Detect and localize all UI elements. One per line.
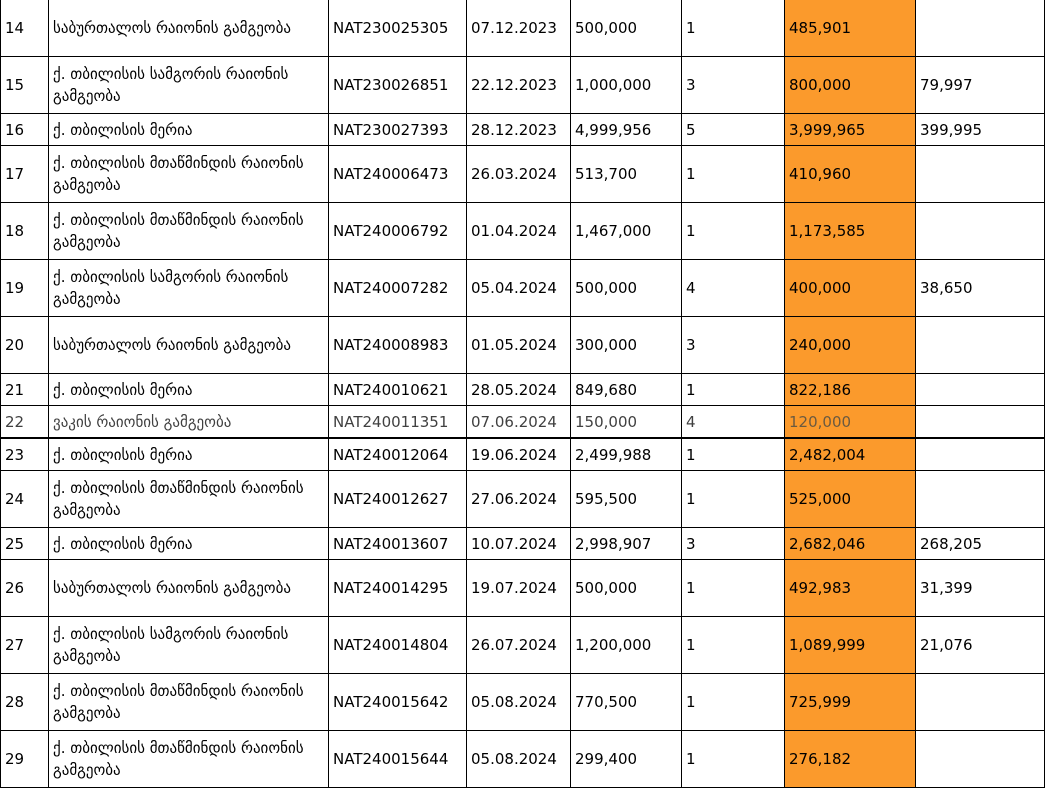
row-number-cell: 20 (1, 317, 49, 374)
row-number-cell: 15 (1, 57, 49, 114)
difference-cell (916, 146, 1045, 203)
difference-cell: 399,995 (916, 114, 1045, 146)
contract-price-cell: 2,482,004 (785, 438, 916, 471)
estimated-amount-cell: 849,680 (571, 374, 682, 406)
tender-code-cell: NAT240012064 (329, 438, 467, 471)
difference-cell: 31,399 (916, 560, 1045, 617)
table-row (1, 471, 1045, 528)
tender-code-cell: NAT230025305 (329, 0, 467, 57)
row-number-cell: 25 (1, 528, 49, 560)
estimated-amount-cell: 4,999,956 (571, 114, 682, 146)
contract-price-cell: 1,089,999 (785, 617, 916, 674)
date-cell: 01.05.2024 (467, 317, 571, 374)
estimated-amount-cell: 150,000 (571, 406, 682, 439)
bidder-count-cell: 4 (682, 406, 785, 439)
row-number-cell: 26 (1, 560, 49, 617)
table-row (1, 317, 1045, 374)
bidder-count-cell: 1 (682, 731, 785, 788)
organization-name-cell: საბურთალოს რაიონის გამგეობა (49, 0, 329, 57)
difference-cell: 38,650 (916, 260, 1045, 317)
table-row (1, 0, 1045, 57)
table-row (1, 560, 1045, 617)
bidder-count-cell: 1 (682, 438, 785, 471)
estimated-amount-cell: 500,000 (571, 260, 682, 317)
bidder-count-cell: 3 (682, 528, 785, 560)
date-cell: 22.12.2023 (467, 57, 571, 114)
tender-code-cell: NAT240011351 (329, 406, 467, 439)
tender-code-cell: NAT240007282 (329, 260, 467, 317)
row-number-cell: 24 (1, 471, 49, 528)
contract-price-cell: 1,173,585 (785, 203, 916, 260)
table-row (1, 203, 1045, 260)
date-cell: 05.08.2024 (467, 674, 571, 731)
organization-name-cell: ქ. თბილისის სამგორის რაიონის გამგეობა (49, 617, 329, 674)
organization-name-cell: ვაკის რაიონის გამგეობა (49, 406, 329, 439)
date-cell: 26.03.2024 (467, 146, 571, 203)
date-cell: 05.08.2024 (467, 731, 571, 788)
date-cell: 05.04.2024 (467, 260, 571, 317)
row-number-cell: 29 (1, 731, 49, 788)
date-cell: 07.12.2023 (467, 0, 571, 57)
date-cell: 01.04.2024 (467, 203, 571, 260)
estimated-amount-cell: 2,499,988 (571, 438, 682, 471)
row-number-cell: 23 (1, 438, 49, 471)
bidder-count-cell: 4 (682, 260, 785, 317)
table-row (1, 374, 1045, 406)
difference-cell: 268,205 (916, 528, 1045, 560)
tender-code-cell: NAT230027393 (329, 114, 467, 146)
difference-cell (916, 317, 1045, 374)
organization-name-cell: ქ. თბილისის მერია (49, 528, 329, 560)
contract-price-cell: 725,999 (785, 674, 916, 731)
contract-price-cell: 492,983 (785, 560, 916, 617)
tender-code-cell: NAT240010621 (329, 374, 467, 406)
contract-price-cell: 276,182 (785, 731, 916, 788)
date-cell: 27.06.2024 (467, 471, 571, 528)
difference-cell (916, 406, 1045, 439)
organization-name-cell: ქ. თბილისის მერია (49, 374, 329, 406)
bidder-count-cell: 1 (682, 203, 785, 260)
bidder-count-cell: 1 (682, 146, 785, 203)
table-row (1, 57, 1045, 114)
organization-name-cell: ქ. თბილისის სამგორის რაიონის გამგეობა (49, 260, 329, 317)
bidder-count-cell: 5 (682, 114, 785, 146)
bidder-count-cell: 1 (682, 471, 785, 528)
date-cell: 28.05.2024 (467, 374, 571, 406)
table-row (1, 617, 1045, 674)
contract-price-cell: 525,000 (785, 471, 916, 528)
row-number-cell: 16 (1, 114, 49, 146)
bidder-count-cell: 3 (682, 317, 785, 374)
organization-name-cell: საბურთალოს რაიონის გამგეობა (49, 317, 329, 374)
tender-code-cell: NAT240015644 (329, 731, 467, 788)
tender-code-cell: NAT240015642 (329, 674, 467, 731)
tender-code-cell: NAT240008983 (329, 317, 467, 374)
bidder-count-cell: 1 (682, 560, 785, 617)
estimated-amount-cell: 1,200,000 (571, 617, 682, 674)
tender-code-cell: NAT240006792 (329, 203, 467, 260)
row-number-cell: 22 (1, 406, 49, 439)
estimated-amount-cell: 2,998,907 (571, 528, 682, 560)
organization-name-cell: ქ. თბილისის სამგორის რაიონის გამგეობა (49, 57, 329, 114)
bidder-count-cell: 3 (682, 57, 785, 114)
table-row (1, 146, 1045, 203)
row-number-cell: 17 (1, 146, 49, 203)
row-number-cell: 28 (1, 674, 49, 731)
difference-cell: 21,076 (916, 617, 1045, 674)
estimated-amount-cell: 513,700 (571, 146, 682, 203)
difference-cell (916, 731, 1045, 788)
estimated-amount-cell: 1,000,000 (571, 57, 682, 114)
bidder-count-cell: 1 (682, 617, 785, 674)
difference-cell (916, 0, 1045, 57)
table-row (1, 528, 1045, 560)
contract-price-cell: 410,960 (785, 146, 916, 203)
organization-name-cell: ქ. თბილისის მერია (49, 114, 329, 146)
estimated-amount-cell: 770,500 (571, 674, 682, 731)
difference-cell (916, 471, 1045, 528)
date-cell: 28.12.2023 (467, 114, 571, 146)
tender-code-cell: NAT240013607 (329, 528, 467, 560)
estimated-amount-cell: 299,400 (571, 731, 682, 788)
tender-code-cell: NAT240012627 (329, 471, 467, 528)
contract-price-cell: 822,186 (785, 374, 916, 406)
tender-code-cell: NAT240014295 (329, 560, 467, 617)
estimated-amount-cell: 1,467,000 (571, 203, 682, 260)
table-row (1, 114, 1045, 146)
estimated-amount-cell: 500,000 (571, 0, 682, 57)
organization-name-cell: ქ. თბილისის მთაწმინდის რაიონის გამგეობა (49, 203, 329, 260)
tender-code-cell: NAT240014804 (329, 617, 467, 674)
estimated-amount-cell: 300,000 (571, 317, 682, 374)
organization-name-cell: საბურთალოს რაიონის გამგეობა (49, 560, 329, 617)
contract-price-cell: 120,000 (785, 406, 916, 439)
row-number-cell: 27 (1, 617, 49, 674)
tender-code-cell: NAT230026851 (329, 57, 467, 114)
table-row (1, 438, 1045, 471)
contract-price-cell: 485,901 (785, 0, 916, 57)
organization-name-cell: ქ. თბილისის მთაწმინდის რაიონის გამგეობა (49, 471, 329, 528)
difference-cell (916, 203, 1045, 260)
table-row (1, 406, 1045, 439)
row-number-cell: 18 (1, 203, 49, 260)
organization-name-cell: ქ. თბილისის მთაწმინდის რაიონის გამგეობა (49, 674, 329, 731)
table-body (1, 0, 1045, 788)
difference-cell (916, 674, 1045, 731)
estimated-amount-cell: 500,000 (571, 560, 682, 617)
table-row (1, 731, 1045, 788)
contract-price-cell: 400,000 (785, 260, 916, 317)
row-number-cell: 14 (1, 0, 49, 57)
table-row (1, 674, 1045, 731)
contract-price-cell: 2,682,046 (785, 528, 916, 560)
organization-name-cell: ქ. თბილისის მთაწმინდის რაიონის გამგეობა (49, 731, 329, 788)
estimated-amount-cell: 595,500 (571, 471, 682, 528)
difference-cell (916, 374, 1045, 406)
bidder-count-cell: 1 (682, 374, 785, 406)
bidder-count-cell: 1 (682, 0, 785, 57)
date-cell: 19.07.2024 (467, 560, 571, 617)
contract-price-cell: 240,000 (785, 317, 916, 374)
difference-cell: 79,997 (916, 57, 1045, 114)
bidder-count-cell: 1 (682, 674, 785, 731)
date-cell: 19.06.2024 (467, 438, 571, 471)
date-cell: 07.06.2024 (467, 406, 571, 439)
contract-price-cell: 800,000 (785, 57, 916, 114)
organization-name-cell: ქ. თბილისის მთაწმინდის რაიონის გამგეობა (49, 146, 329, 203)
tender-code-cell: NAT240006473 (329, 146, 467, 203)
row-number-cell: 19 (1, 260, 49, 317)
row-number-cell: 21 (1, 374, 49, 406)
contract-price-cell: 3,999,965 (785, 114, 916, 146)
date-cell: 10.07.2024 (467, 528, 571, 560)
difference-cell (916, 438, 1045, 471)
table-row (1, 260, 1045, 317)
organization-name-cell: ქ. თბილისის მერია (49, 438, 329, 471)
date-cell: 26.07.2024 (467, 617, 571, 674)
